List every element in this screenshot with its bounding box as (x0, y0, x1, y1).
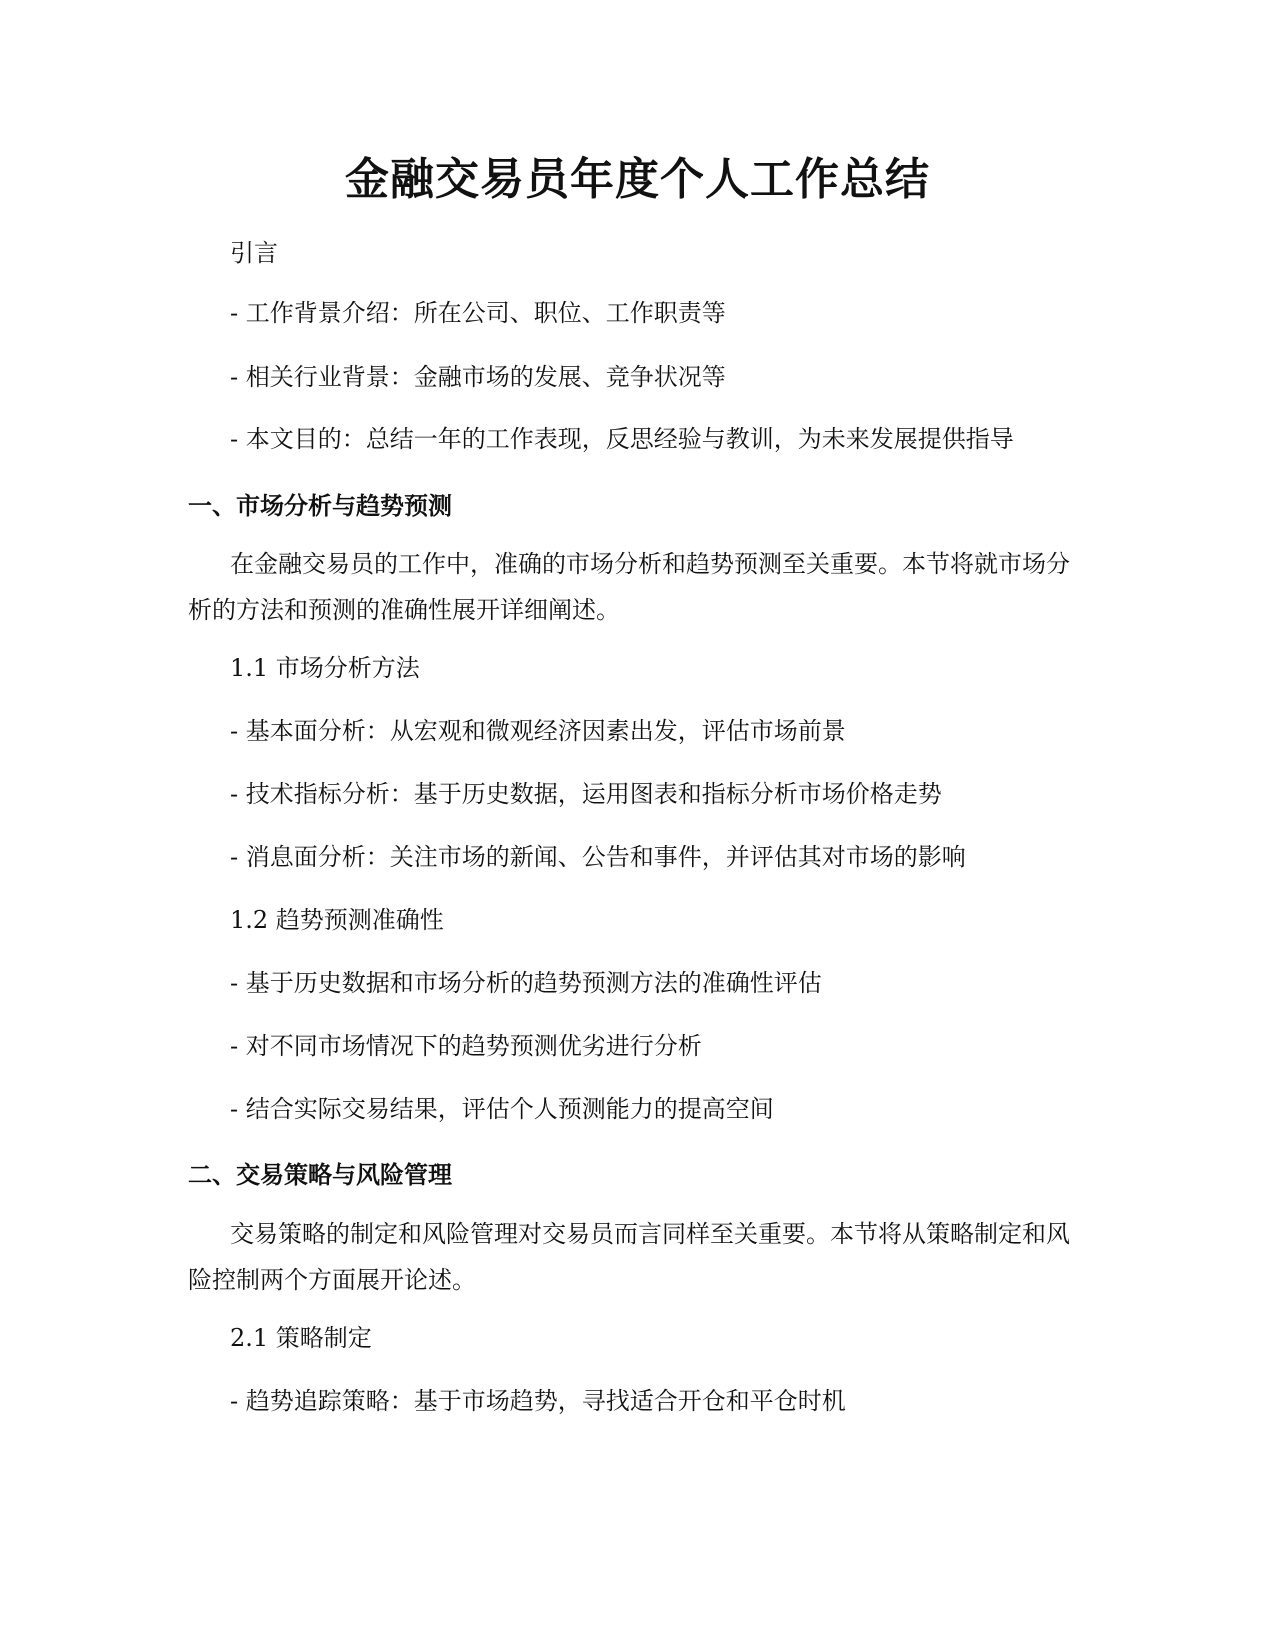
subsection-1-2-heading: 1.2 趋势预测准确性 (230, 906, 444, 934)
intro-label: 引言 (230, 239, 278, 267)
subsection-1-1-heading: 1.1 市场分析方法 (230, 654, 420, 682)
subsection-1-1-item-2: - 技术指标分析：基于历史数据，运用图表和指标分析市场价格走势 (230, 780, 942, 808)
section-1-heading: 一、市场分析与趋势预测 (188, 492, 452, 520)
document-title: 金融交易员年度个人工作总结 (345, 154, 930, 205)
intro-item-2: - 相关行业背景：金融市场的发展、竞争状况等 (230, 363, 726, 391)
section-2-heading: 二、交易策略与风险管理 (188, 1161, 452, 1189)
intro-item-3: - 本文目的：总结一年的工作表现，反思经验与教训，为未来发展提供指导 (230, 425, 1014, 453)
subsection-2-1-heading: 2.1 策略制定 (230, 1324, 372, 1352)
subsection-1-2-item-1: - 基于历史数据和市场分析的趋势预测方法的准确性评估 (230, 969, 822, 997)
intro-item-1: - 工作背景介绍：所在公司、职位、工作职责等 (230, 299, 726, 327)
subsection-1-1-item-3: - 消息面分析：关注市场的新闻、公告和事件，并评估其对市场的影响 (230, 843, 966, 871)
section-2-paragraph: 交易策略的制定和风险管理对交易员而言同样至关重要。本节将从策略制定和风险控制两个方面展开论述。 (188, 1220, 1070, 1294)
subsection-1-1-item-1: - 基本面分析：从宏观和微观经济因素出发，评估市场前景 (230, 717, 846, 745)
section-1-paragraph: 在金融交易员的工作中，准确的市场分析和趋势预测至关重要。本节将就市场分析的方法和预测的准确性展开详细阐述。 (188, 550, 1070, 624)
subsection-2-1-item-1: - 趋势追踪策略：基于市场趋势，寻找适合开仓和平仓时机 (230, 1387, 846, 1415)
subsection-1-2-item-3: - 结合实际交易结果，评估个人预测能力的提高空间 (230, 1095, 774, 1123)
subsection-1-2-item-2: - 对不同市场情况下的趋势预测优劣进行分析 (230, 1032, 702, 1060)
